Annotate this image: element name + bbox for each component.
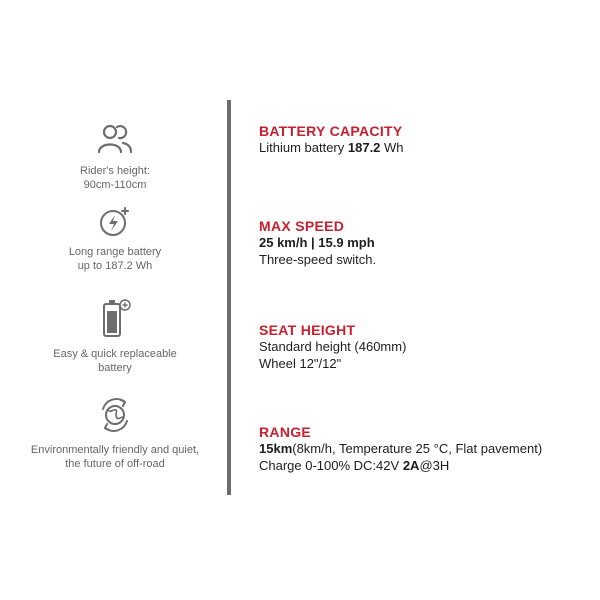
spec-line: 15km(8km/h, Temperature 25 °C, Flat pavement) — [259, 441, 543, 456]
feature-eco — [0, 393, 230, 471]
spec-line: Charge 0-100% DC:42V 2A@3H — [259, 458, 450, 473]
spec-title: MAX SPEED — [259, 218, 345, 234]
spec-line: Lithium battery 187.2 Wh — [259, 140, 404, 155]
feature-caption: Long range battery up to 187.2 Wh — [68, 246, 162, 272]
spec-range — [259, 424, 594, 474]
battery-icon — [95, 297, 135, 341]
feature-caption: Easy & quick replaceable battery — [53, 348, 177, 374]
vertical-divider — [227, 100, 231, 495]
spec-line: Wheel 12"/12" — [259, 356, 342, 371]
spec-seat-height — [259, 322, 594, 372]
feature-long-range — [0, 203, 230, 273]
eco-globe-icon — [95, 393, 135, 437]
spec-title: BATTERY CAPACITY — [259, 123, 403, 139]
feature-rider-height — [0, 122, 230, 192]
spec-title: SEAT HEIGHT — [259, 322, 356, 338]
spec-battery-capacity — [259, 123, 594, 156]
spec-line: Standard height (460mm) — [259, 339, 407, 354]
spec-title: RANGE — [259, 424, 312, 440]
spec-line: Three-speed switch. — [259, 252, 377, 267]
feature-replaceable-battery — [0, 297, 230, 375]
people-icon — [95, 122, 135, 158]
feature-caption: Rider's height: 90cm-110cm — [80, 165, 150, 191]
fast-charge-icon — [95, 203, 135, 239]
feature-caption: Environmentally friendly and quiet, the future of off-road — [30, 444, 200, 470]
spec-max-speed — [259, 218, 594, 268]
spec-line: 25 km/h | 15.9 mph — [259, 235, 375, 250]
